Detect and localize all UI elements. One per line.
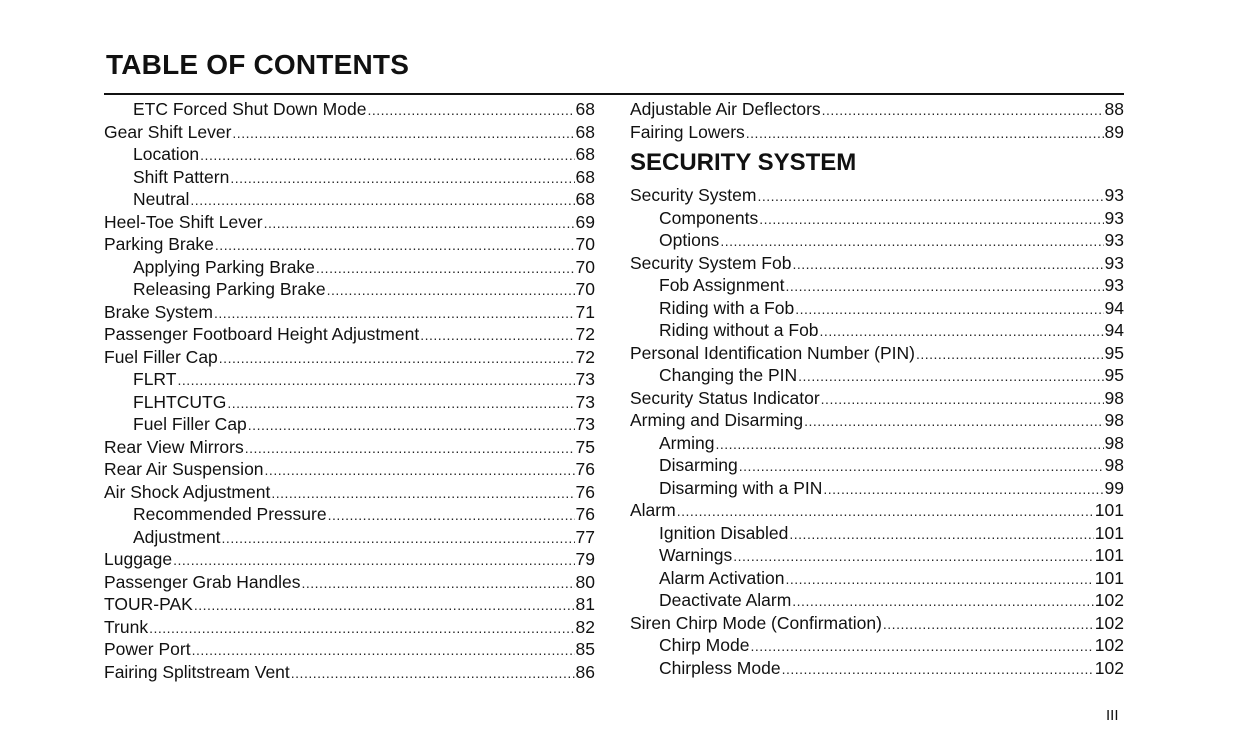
toc-entry[interactable] xyxy=(104,616,595,639)
dot-leader xyxy=(804,410,1103,433)
page-title: TABLE OF CONTENTS xyxy=(106,49,410,80)
toc-entry[interactable] xyxy=(104,346,595,369)
dot-leader xyxy=(222,527,575,550)
toc-entry-title: Releasing Parking Brake xyxy=(133,279,326,299)
dot-leader xyxy=(227,392,574,415)
toc-entry-title: Ignition Disabled xyxy=(659,522,789,543)
toc-entry-title: Chirp Mode xyxy=(659,635,750,655)
toc-entry[interactable] xyxy=(630,229,1124,252)
toc-entry[interactable] xyxy=(630,207,1124,230)
toc-entry-title: Recommended Pressure xyxy=(133,504,327,524)
toc-entry-page: 72 xyxy=(575,346,595,367)
toc-entry-page: 81 xyxy=(575,594,595,614)
dot-leader xyxy=(798,365,1103,388)
toc-entry-page: 70 xyxy=(575,256,595,277)
toc-entry-page: 98 xyxy=(1104,455,1124,475)
dot-leader xyxy=(264,212,575,235)
toc-entry-title: Luggage xyxy=(104,549,173,569)
dot-leader xyxy=(785,568,1093,591)
toc-entry-title: Power Port xyxy=(104,639,191,659)
toc-entry-title: Adjustment xyxy=(133,526,221,547)
dot-leader xyxy=(219,347,575,370)
toc-entry[interactable] xyxy=(104,481,595,504)
toc-entry[interactable] xyxy=(630,589,1124,612)
toc-left-column xyxy=(104,98,595,683)
toc-entry-page: 93 xyxy=(1104,230,1124,250)
toc-entry[interactable] xyxy=(630,409,1124,432)
toc-entry[interactable] xyxy=(630,387,1124,410)
toc-right-column xyxy=(630,98,1124,679)
toc-entry-page: 76 xyxy=(575,459,595,479)
toc-entry[interactable] xyxy=(104,98,595,121)
toc-entry-page: 93 xyxy=(1104,275,1124,295)
toc-entry-title: Passenger Footboard Height Adjustment xyxy=(104,324,420,344)
toc-entry-page: 98 xyxy=(1104,387,1124,408)
toc-entry-page: 70 xyxy=(575,279,595,299)
toc-entry-title: Options xyxy=(659,230,720,250)
toc-entry-page: 101 xyxy=(1094,522,1124,543)
dot-leader xyxy=(215,234,575,257)
dot-leader xyxy=(177,369,574,392)
toc-entry-title: Siren Chirp Mode (Confirmation) xyxy=(630,612,882,633)
toc-entry[interactable] xyxy=(104,278,595,301)
toc-entry-page: 70 xyxy=(575,234,595,254)
toc-entry-page: 80 xyxy=(575,571,595,592)
dot-leader xyxy=(792,590,1094,613)
toc-entry[interactable] xyxy=(104,256,595,279)
toc-entry-page: 102 xyxy=(1094,657,1124,678)
toc-list-right-top xyxy=(630,98,1124,143)
toc-entry-title: Security Status Indicator xyxy=(630,387,820,408)
dot-leader xyxy=(192,639,575,662)
dot-leader xyxy=(420,324,574,347)
toc-entry-title: Neutral xyxy=(133,189,190,209)
dot-leader xyxy=(789,523,1093,546)
toc-entry[interactable] xyxy=(630,364,1124,387)
toc-entry[interactable] xyxy=(630,544,1124,567)
toc-entry-title: Heel-Toe Shift Lever xyxy=(104,211,263,232)
toc-entry-page: 101 xyxy=(1094,545,1124,565)
toc-entry-page: 68 xyxy=(575,99,595,119)
dot-leader xyxy=(367,99,574,122)
toc-entry[interactable] xyxy=(630,184,1124,207)
toc-entry-page: 93 xyxy=(1104,252,1124,273)
toc-entry[interactable] xyxy=(104,503,595,526)
toc-entry[interactable] xyxy=(104,661,595,684)
toc-entry-page: 72 xyxy=(575,324,595,344)
dot-leader xyxy=(677,500,1094,523)
toc-entry[interactable] xyxy=(104,638,595,661)
dot-leader xyxy=(190,189,574,212)
dot-leader xyxy=(245,437,575,460)
toc-entry-title: Gear Shift Lever xyxy=(104,121,232,142)
toc-entry[interactable] xyxy=(630,342,1124,365)
toc-entry[interactable] xyxy=(630,432,1124,455)
toc-entry-title: Security System xyxy=(630,185,757,205)
toc-entry-page: 101 xyxy=(1094,567,1124,588)
toc-entry-page: 69 xyxy=(575,211,595,232)
toc-entry[interactable] xyxy=(104,571,595,594)
toc-entry-title: Alarm Activation xyxy=(659,567,785,588)
toc-entry-page: 68 xyxy=(575,121,595,142)
toc-entry-title: Disarming with a PIN xyxy=(659,477,823,498)
dot-leader xyxy=(883,613,1094,636)
toc-list-security xyxy=(630,184,1124,679)
toc-entry[interactable] xyxy=(630,567,1124,590)
toc-entry-title: ETC Forced Shut Down Mode xyxy=(133,99,367,119)
toc-entry[interactable] xyxy=(630,612,1124,635)
toc-entry-title: Rear Air Suspension xyxy=(104,459,264,479)
toc-entry[interactable] xyxy=(104,548,595,571)
toc-entry-page: 95 xyxy=(1104,342,1124,363)
dot-leader xyxy=(302,572,575,595)
toc-entry-title: Warnings xyxy=(659,545,733,565)
toc-entry-page: 102 xyxy=(1094,635,1124,655)
toc-entry-page: 102 xyxy=(1094,612,1124,633)
toc-entry-page: 102 xyxy=(1094,590,1124,610)
toc-entry-title: Fob Assignment xyxy=(659,275,785,295)
dot-leader xyxy=(149,617,574,640)
toc-entry-title: Shift Pattern xyxy=(133,166,230,187)
toc-entry[interactable] xyxy=(104,526,595,549)
dot-leader xyxy=(792,253,1103,276)
dot-leader xyxy=(720,230,1103,253)
toc-list-left xyxy=(104,98,595,683)
toc-entry[interactable] xyxy=(630,477,1124,500)
toc-entry-page: 93 xyxy=(1104,207,1124,228)
toc-entry-title: Brake System xyxy=(104,301,213,322)
toc-entry-page: 68 xyxy=(575,166,595,187)
toc-entry-page: 77 xyxy=(575,526,595,547)
toc-entry-title: Applying Parking Brake xyxy=(133,256,315,277)
toc-entry[interactable] xyxy=(104,166,595,189)
dot-leader xyxy=(232,122,574,145)
toc-entry-title: Adjustable Air Deflectors xyxy=(630,99,821,119)
toc-entry-title: Passenger Grab Handles xyxy=(104,571,301,592)
toc-entry[interactable] xyxy=(104,233,595,256)
dot-leader xyxy=(328,504,575,527)
toc-entry[interactable] xyxy=(104,323,595,346)
dot-leader xyxy=(820,320,1104,343)
toc-entry-title: Trunk xyxy=(104,616,149,637)
toc-entry-page: 79 xyxy=(575,549,595,569)
toc-entry[interactable] xyxy=(104,458,595,481)
toc-entry-title: Location xyxy=(133,144,200,164)
dot-leader xyxy=(746,122,1104,145)
toc-entry-title: Security System Fob xyxy=(630,252,792,273)
dot-leader xyxy=(316,257,575,280)
toc-entry-title: Riding with a Fob xyxy=(659,297,795,318)
toc-entry-page: 86 xyxy=(575,661,595,682)
toc-entry-title: Fairing Lowers xyxy=(630,121,745,142)
toc-entry[interactable] xyxy=(630,454,1124,477)
dot-leader xyxy=(248,414,575,437)
dot-leader xyxy=(291,662,575,685)
toc-entry[interactable] xyxy=(104,436,595,459)
dot-leader xyxy=(173,549,574,572)
toc-entry-page: 82 xyxy=(575,616,595,637)
dot-leader xyxy=(759,208,1103,231)
toc-entry[interactable] xyxy=(630,657,1124,680)
toc-entry-title: Fairing Splitstream Vent xyxy=(104,661,290,682)
toc-entry[interactable] xyxy=(630,98,1124,121)
dot-leader xyxy=(327,279,575,302)
toc-entry-page: 73 xyxy=(575,391,595,412)
toc-entry-title: Rear View Mirrors xyxy=(104,436,244,457)
dot-leader xyxy=(214,302,575,325)
toc-entry[interactable] xyxy=(104,188,595,211)
toc-entry[interactable] xyxy=(104,593,595,616)
toc-entry-title: Fuel Filler Cap xyxy=(133,414,247,434)
dot-leader xyxy=(200,144,574,167)
title-divider xyxy=(104,93,1124,95)
toc-entry-page: 98 xyxy=(1104,410,1124,430)
dot-leader xyxy=(795,298,1103,321)
toc-entry-title: Alarm xyxy=(630,500,676,520)
dot-leader xyxy=(757,185,1103,208)
toc-entry-page: 99 xyxy=(1104,477,1124,498)
page-number: III xyxy=(1106,707,1119,724)
toc-entry[interactable] xyxy=(630,297,1124,320)
toc-entry[interactable] xyxy=(104,368,595,391)
dot-leader xyxy=(230,167,574,190)
toc-entry[interactable] xyxy=(630,634,1124,657)
toc-entry[interactable] xyxy=(104,211,595,234)
dot-leader xyxy=(733,545,1094,568)
toc-entry-title: Deactivate Alarm xyxy=(659,590,792,610)
toc-entry-page: 73 xyxy=(575,414,595,434)
toc-entry-page: 93 xyxy=(1104,185,1124,205)
dot-leader xyxy=(194,594,575,617)
toc-entry[interactable] xyxy=(630,252,1124,275)
toc-entry-title: Components xyxy=(659,207,759,228)
toc-entry-page: 76 xyxy=(575,504,595,524)
dot-leader xyxy=(821,388,1104,411)
dot-leader xyxy=(782,658,1094,681)
toc-entry-page: 73 xyxy=(575,369,595,389)
toc-entry-page: 94 xyxy=(1104,297,1124,318)
toc-entry[interactable] xyxy=(104,391,595,414)
toc-entry-title: Parking Brake xyxy=(104,234,214,254)
toc-entry-page: 71 xyxy=(575,301,595,322)
toc-entry-title: Chirpless Mode xyxy=(659,657,781,678)
dot-leader xyxy=(916,343,1104,366)
toc-entry-page: 95 xyxy=(1104,365,1124,385)
dot-leader xyxy=(271,482,574,505)
toc-entry[interactable] xyxy=(630,522,1124,545)
dot-leader xyxy=(265,459,575,482)
toc-entry-page: 76 xyxy=(575,481,595,502)
toc-entry[interactable] xyxy=(104,301,595,324)
toc-entry[interactable] xyxy=(630,274,1124,297)
toc-entry-title: Personal Identification Number (PIN) xyxy=(630,342,915,363)
dot-leader xyxy=(739,455,1104,478)
toc-entry-page: 88 xyxy=(1104,99,1124,119)
toc-entry-page: 101 xyxy=(1094,500,1124,520)
toc-entry-page: 98 xyxy=(1104,432,1124,453)
toc-entry[interactable] xyxy=(104,413,595,436)
toc-entry[interactable] xyxy=(104,121,595,144)
toc-entry-title: Changing the PIN xyxy=(659,365,798,385)
toc-entry[interactable] xyxy=(630,319,1124,342)
dot-leader xyxy=(823,478,1103,501)
security-system-heading: SECURITY SYSTEM xyxy=(630,149,857,176)
dot-leader xyxy=(715,433,1103,456)
toc-entry-title: FLRT xyxy=(133,369,177,389)
toc-entry-title: Fuel Filler Cap xyxy=(104,346,218,367)
dot-leader xyxy=(822,99,1104,122)
toc-entry-page: 94 xyxy=(1104,320,1124,340)
dot-leader xyxy=(785,275,1103,298)
toc-entry-title: Arming and Disarming xyxy=(630,410,804,430)
toc-entry-title: Arming xyxy=(659,432,715,453)
toc-entry-page: 68 xyxy=(575,189,595,209)
toc-entry-title: FLHTCUTG xyxy=(133,391,227,412)
toc-entry-title: Air Shock Adjustment xyxy=(104,481,271,502)
toc-entry-page: 68 xyxy=(575,144,595,164)
toc-entry-title: TOUR-PAK xyxy=(104,594,193,614)
toc-entry-title: Disarming xyxy=(659,455,738,475)
toc-entry[interactable] xyxy=(630,121,1124,144)
toc-entry[interactable] xyxy=(104,143,595,166)
toc-entry-title: Riding without a Fob xyxy=(659,320,819,340)
toc-entry-page: 75 xyxy=(575,436,595,457)
toc-entry-page: 89 xyxy=(1104,121,1124,142)
toc-entry[interactable] xyxy=(630,499,1124,522)
dot-leader xyxy=(750,635,1093,658)
toc-entry-page: 85 xyxy=(575,639,595,659)
